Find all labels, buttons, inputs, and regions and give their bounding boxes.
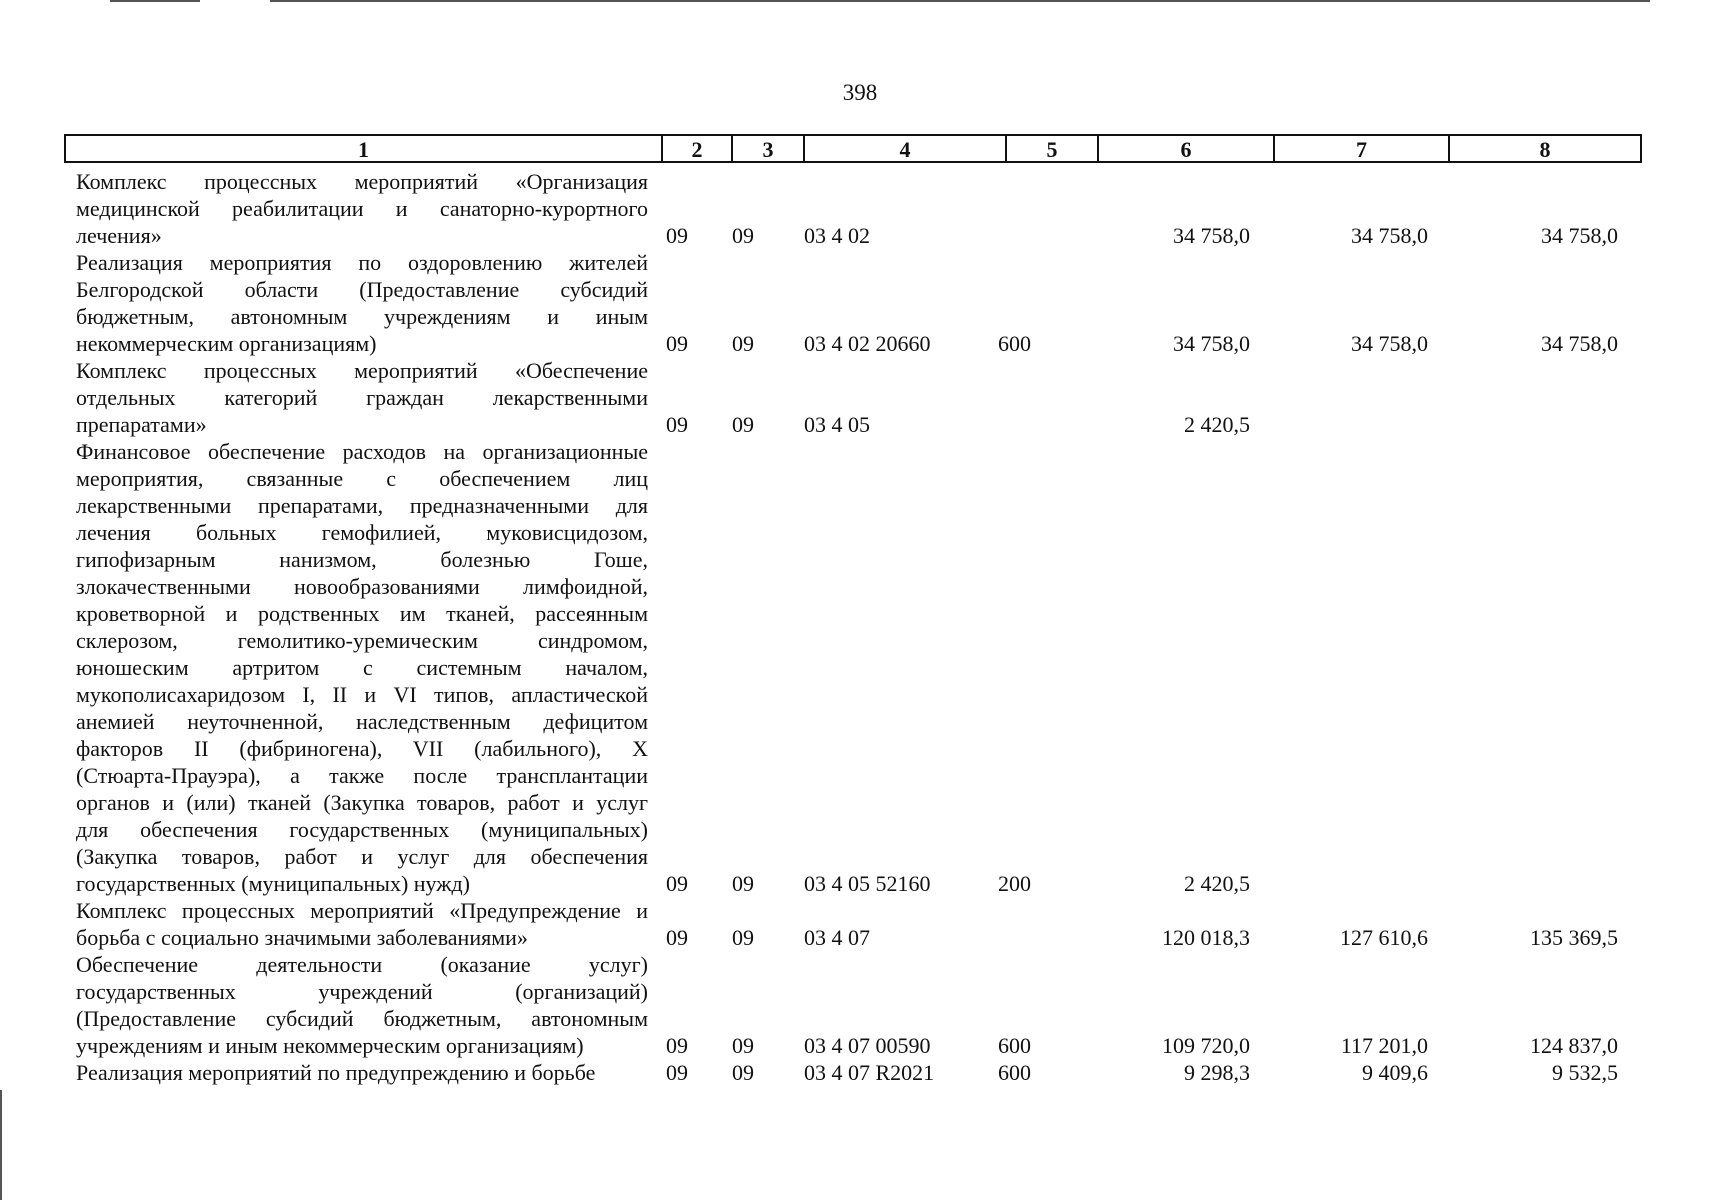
header-col-5: 5 — [1005, 136, 1097, 161]
table-row — [64, 897, 1642, 951]
table-header — [64, 134, 1642, 163]
cell-col-8: 34 758,0 — [1541, 331, 1618, 356]
table-row — [64, 1059, 1642, 1086]
header-col-7: 7 — [1273, 136, 1448, 161]
cell-col-4: 03 4 07 R2021 — [804, 1060, 935, 1085]
row-description — [64, 951, 648, 1059]
description-line: для обеспечения государственных (муниципальных) — [76, 817, 648, 842]
description-line: лечения больных гемофилией, муковисцидозом, — [76, 520, 648, 545]
row-description — [64, 249, 648, 357]
description-line: некоммерческим организациям) — [76, 331, 377, 356]
description-line: государственных (муниципальных) нужд) — [76, 871, 470, 896]
description-line: отдельных категорий граждан лекарственными — [76, 385, 648, 410]
table-row — [64, 438, 1642, 897]
description-line: кроветворной и родственных им тканей, рассеянным — [76, 601, 648, 626]
top-rule-left — [110, 0, 200, 2]
description-line: Комплекс процессных мероприятий «Организация — [76, 169, 648, 194]
description-line: Комплекс процессных мероприятий «Предупреждение и — [76, 898, 648, 923]
description-line: борьба с социально значимыми заболеваниями» — [76, 925, 528, 950]
table-row — [64, 168, 1642, 249]
header-col-6: 6 — [1097, 136, 1273, 161]
cell-col-7: 127 610,6 — [1340, 925, 1428, 950]
header-col-1: 1 — [358, 137, 369, 162]
description-line: учреждениям и иным некоммерческим организациям) — [76, 1033, 584, 1058]
page-number: 398 — [842, 80, 878, 105]
description-line: (Закупка товаров, работ и услуг для обеспечения — [76, 844, 648, 869]
cell-col-2: 09 — [666, 1033, 688, 1058]
row-description — [64, 168, 648, 249]
description-line: бюджетным, автономным учреждениям и иным — [76, 304, 648, 329]
cell-col-3: 09 — [732, 925, 754, 950]
cell-col-5: 600 — [998, 1060, 1031, 1085]
cell-col-4: 03 4 05 52160 — [804, 871, 931, 896]
cell-col-6: 34 758,0 — [1173, 331, 1250, 356]
cell-col-2: 09 — [666, 925, 688, 950]
cell-col-3: 09 — [732, 331, 754, 356]
cell-col-2: 09 — [666, 331, 688, 356]
cell-col-6: 2 420,5 — [1184, 412, 1250, 437]
cell-col-6: 9 298,3 — [1184, 1060, 1250, 1085]
description-line: Финансовое обеспечение расходов на организационные — [76, 439, 648, 464]
cell-col-7: 117 201,0 — [1340, 1033, 1428, 1058]
cell-col-8: 135 369,5 — [1530, 925, 1618, 950]
cell-col-7: 9 409,6 — [1362, 1060, 1428, 1085]
description-line: препаратами» — [76, 412, 207, 437]
row-description — [64, 897, 648, 951]
description-line: мероприятия, связанные с обеспечением лиц — [76, 466, 648, 491]
cell-col-8: 124 837,0 — [1530, 1033, 1618, 1058]
table-row — [64, 249, 1642, 357]
description-line: Комплекс процессных мероприятий «Обеспечение — [76, 358, 648, 383]
cell-col-3: 09 — [732, 1060, 754, 1085]
description-line: лечения» — [76, 223, 162, 248]
cell-col-5: 600 — [998, 331, 1031, 356]
description-line: Обеспечение деятельности (оказание услуг) — [76, 952, 648, 977]
description-line: факторов II (фибриногена), VII (лабильного), X — [76, 736, 648, 761]
row-description — [64, 357, 648, 438]
description-line: мукополисахаридозом I, II и VI типов, апластической — [76, 682, 648, 707]
description-line: гипофизарным нанизмом, болезнью Гоше, — [76, 547, 648, 572]
description-line: Реализация мероприятий по предупреждению и борьбе — [76, 1060, 596, 1085]
description-line: медицинской реабилитации и санаторно-курортного — [76, 196, 648, 221]
table-body — [64, 168, 1642, 1086]
row-description — [64, 1059, 648, 1086]
cell-col-8: 34 758,0 — [1541, 223, 1618, 248]
cell-col-7: 34 758,0 — [1351, 331, 1428, 356]
cell-col-5: 200 — [998, 871, 1031, 896]
cell-col-3: 09 — [732, 1033, 754, 1058]
description-line: (Стюарта-Прауэра), а также после трансплантации — [76, 763, 648, 788]
cell-col-3: 09 — [732, 871, 754, 896]
header-col-4: 4 — [803, 136, 1005, 161]
cell-col-6: 2 420,5 — [1184, 871, 1250, 896]
cell-col-4: 03 4 05 — [804, 412, 870, 437]
header-col-2: 2 — [661, 136, 731, 161]
cell-col-3: 09 — [732, 412, 754, 437]
cell-col-2: 09 — [666, 412, 688, 437]
description-line: злокачественными новообразованиями лимфоидной, — [76, 574, 648, 599]
cell-col-8: 9 532,5 — [1552, 1060, 1618, 1085]
table-row — [64, 357, 1642, 438]
cell-col-4: 03 4 02 — [804, 223, 870, 248]
scan-edge-mark — [0, 1090, 2, 1200]
cell-col-2: 09 — [666, 1060, 688, 1085]
description-line: Белгородской области (Предоставление субсидий — [76, 277, 648, 302]
cell-col-4: 03 4 07 — [804, 925, 870, 950]
row-description — [64, 438, 648, 897]
top-rule-center — [270, 0, 1650, 2]
description-line: юношеским артритом с системным началом, — [76, 655, 648, 680]
description-line: лекарственными препаратами, предназначенными для — [76, 493, 648, 518]
header-col-8: 8 — [1448, 136, 1640, 161]
cell-col-6: 120 018,3 — [1162, 925, 1250, 950]
description-line: анемией неуточненной, наследственным дефицитом — [76, 709, 648, 734]
cell-col-5: 600 — [998, 1033, 1031, 1058]
cell-col-7: 34 758,0 — [1351, 223, 1428, 248]
cell-col-6: 34 758,0 — [1173, 223, 1250, 248]
cell-col-2: 09 — [666, 223, 688, 248]
cell-col-2: 09 — [666, 871, 688, 896]
table-row — [64, 951, 1642, 1059]
description-line: органов и (или) тканей (Закупка товаров, работ и услуг — [76, 790, 648, 815]
cell-col-3: 09 — [732, 223, 754, 248]
description-line: Реализация мероприятия по оздоровлению жителей — [76, 250, 648, 275]
header-col-3: 3 — [731, 136, 803, 161]
cell-col-4: 03 4 02 20660 — [804, 331, 931, 356]
description-line: (Предоставление субсидий бюджетным, автономным — [76, 1006, 648, 1031]
description-line: склерозом, гемолитико-уремическим синдромом, — [76, 628, 648, 653]
cell-col-4: 03 4 07 00590 — [804, 1033, 931, 1058]
cell-col-6: 109 720,0 — [1162, 1033, 1250, 1058]
description-line: государственных учреждений (организаций) — [76, 979, 648, 1004]
